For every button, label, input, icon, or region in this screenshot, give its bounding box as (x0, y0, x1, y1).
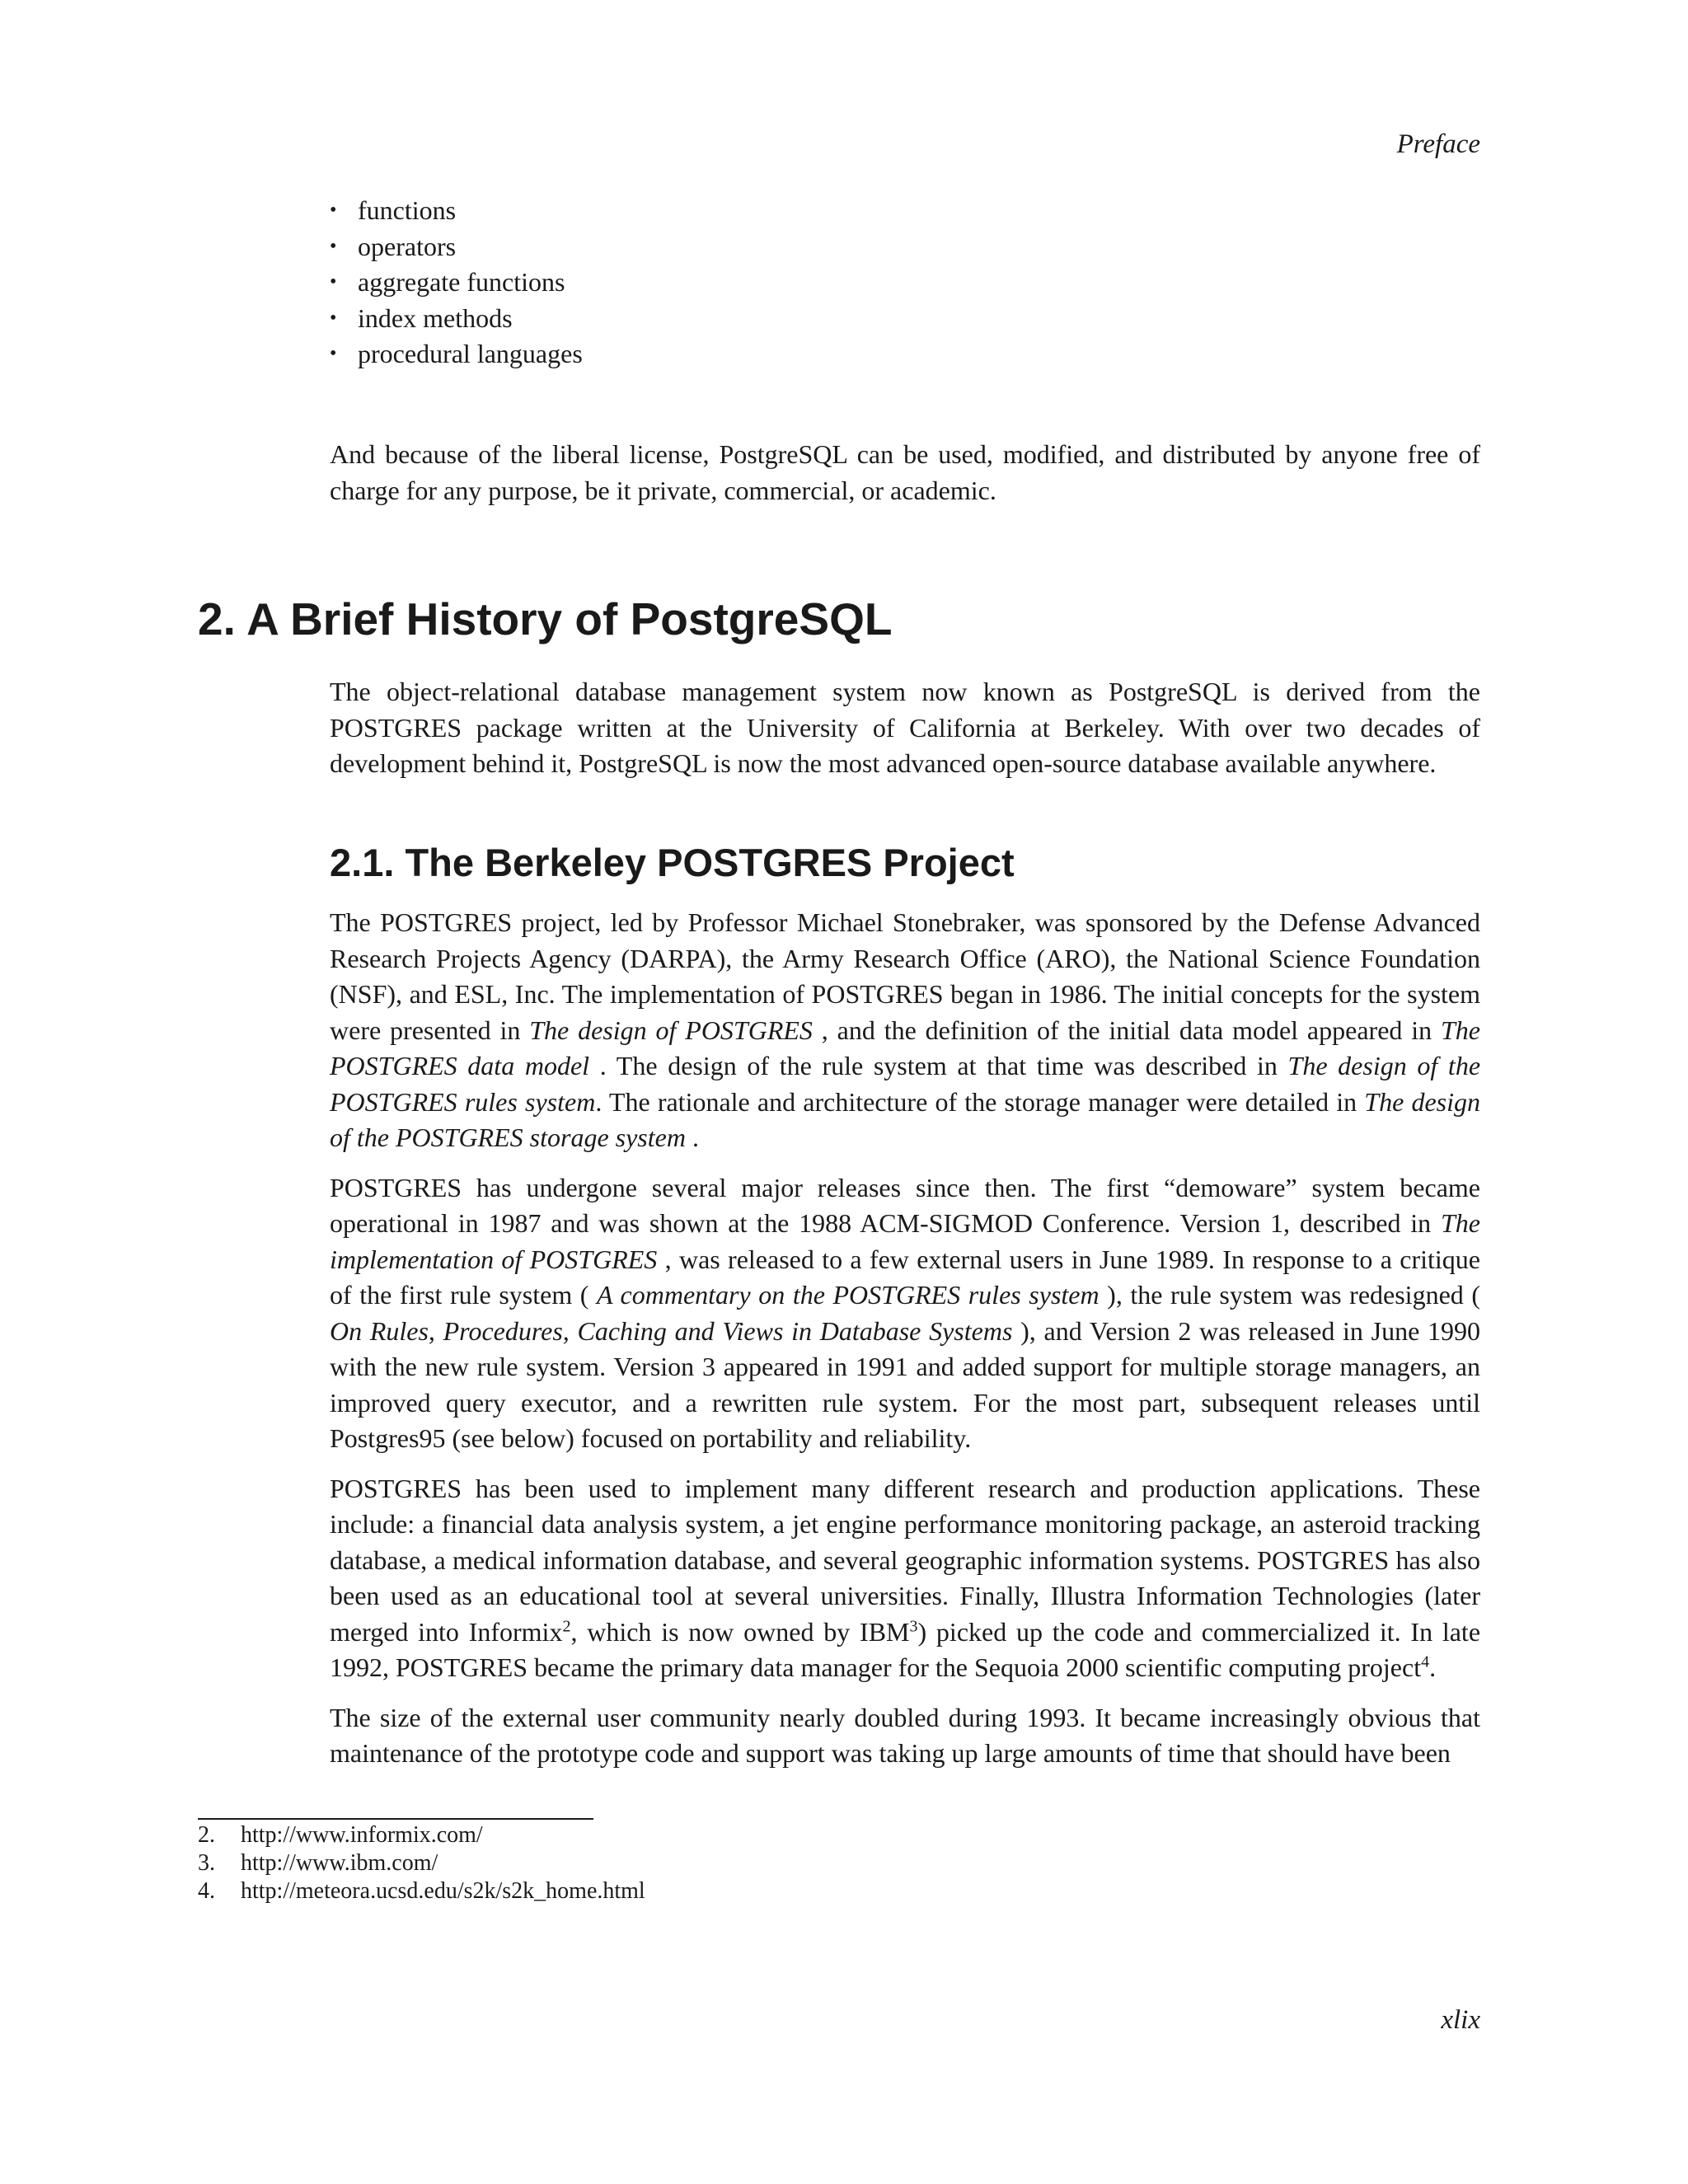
text-run: . The design of the rule system at that time was described in (589, 1051, 1288, 1080)
text-run: POSTGRES has been used to implement many different research and production applications. These include: a financial data analysis system, a jet engine performance monitoring package, an asteroid tracking database, a medical information database, and several geographic information systems. POSTGRES has also been used as an educational tool at several universities. Finally, Illustra Information Technologies (later merged into Informix (330, 1473, 1480, 1647)
list-item-text: index methods (358, 302, 513, 333)
text-run: , and the definition of the initial data model appeared in (812, 1015, 1441, 1045)
page-number: xlix (1441, 2005, 1480, 2035)
subsection-heading: 2.1. The Berkeley POSTGRES Project (330, 841, 1015, 884)
list-item-text: functions (358, 195, 457, 225)
list-item (330, 265, 1484, 301)
citation-implementation-of-postgres[interactable]: The implementation of POSTGRES (330, 1208, 1480, 1274)
list-item (330, 336, 1484, 373)
text-run: ), the rule system was redesigned ( (1099, 1280, 1481, 1310)
list-item (330, 229, 1484, 265)
text-run: , which is now owned by IBM (570, 1616, 910, 1647)
citation-design-of-postgres[interactable]: The design of POSTGRES (529, 1015, 813, 1045)
footnote-number: 4. (198, 1878, 215, 1904)
text-run: POSTGRES has undergone several major releases since then. The first “demoware” system became operational in 1987 and was shown at the 1988 ACM-SIGMOD Conference. Version 1, described in (330, 1172, 1480, 1238)
bullet-icon: • (330, 199, 337, 221)
footnote-ref-2[interactable]: 2 (562, 1616, 571, 1635)
footnote-link[interactable]: http://meteora.ucsd.edu/s2k/s2k_home.html (241, 1878, 645, 1904)
footnote-item (198, 1821, 1187, 1849)
footnote-number: 3. (198, 1850, 215, 1876)
text-run: ) picked up the code and commercialized it. In late 1992, POSTGRES became the primary data manager for the Sequoia 2000 scientific computing project (330, 1616, 1481, 1682)
citation-postgres-storage-system[interactable]: The design of the POSTGRES storage system (330, 1086, 1481, 1152)
footnotes (198, 1821, 1187, 1905)
footnote-item (198, 1877, 1187, 1905)
paragraph-applications (330, 1471, 1480, 1686)
bullet-icon: • (330, 343, 337, 364)
footnote-divider (198, 1818, 593, 1820)
text-run: . (685, 1122, 699, 1152)
footnote-ref-3[interactable]: 3 (909, 1616, 918, 1635)
text-run: , was released to a few external users in June 1989. In response to a critique of the first rule system ( (330, 1244, 1481, 1310)
text-run: The POSTGRES project, led by Professor Michael Stonebraker, was sponsored by the Defense Advanced Research Projects Agency (DARPA), the Army Research Office (ARO), the National Science Foundation (NSF), and ESL, Inc. The implementation of POSTGRES began in 1986. The initial concepts for the system were presented in (330, 907, 1480, 1045)
paragraph-releases (330, 1170, 1480, 1457)
text-run: . (1429, 1652, 1437, 1682)
list-item (330, 301, 1484, 337)
running-head: Preface (1396, 129, 1480, 159)
citation-on-rules-procedures[interactable]: On Rules, Procedures, Caching and Views in Database Systems (330, 1315, 1013, 1346)
list-item-text: procedural languages (358, 339, 583, 368)
text-run: ), and Version 2 was released in June 1990 with the new rule system. Version 3 appeared in 1991 and added support for multiple storage managers, an improved query executor, and a rewritten rule system. For the most part, subsequent releases until Postgres95 (see below) focused on portability and reliability. (330, 1315, 1481, 1453)
bullet-icon: • (330, 307, 337, 329)
license-paragraph: And because of the liberal license, PostgreSQL can be used, modified, and distributed by anyone free of charge for any purpose, be it private, commercial, or academic. (330, 439, 1480, 505)
list-item-text: aggregate functions (358, 267, 565, 297)
footnote-ref-4[interactable]: 4 (1421, 1652, 1430, 1671)
footnote-number: 2. (198, 1822, 215, 1848)
footnote-link[interactable]: http://www.ibm.com/ (241, 1850, 438, 1876)
citation-postgres-rules-system[interactable]: The design of the POSTGRES rules system (330, 1051, 1481, 1117)
paragraph-project-origins (330, 905, 1480, 1156)
footnote-link[interactable]: http://www.informix.com/ (241, 1822, 483, 1848)
bullet-icon: • (330, 235, 337, 257)
footnote-item (198, 1849, 1187, 1877)
subsection-body (330, 905, 1480, 1786)
list-item (330, 193, 1484, 229)
list-item-text: operators (358, 231, 457, 261)
citation-postgres-data-model[interactable]: The POSTGRES data model (330, 1015, 1480, 1080)
text-run: . The rationale and architecture of the storage manager were detailed in (595, 1086, 1365, 1117)
feature-list (330, 193, 1484, 373)
citation-commentary-rules-system[interactable]: A commentary on the POSTGRES rules system (597, 1280, 1100, 1310)
paragraph-community-growth: The size of the external user community nearly doubled during 1993. It became increasingly obvious that maintenance of the prototype code and support was taking up large amounts of time that should have been (330, 1702, 1480, 1768)
bullet-icon: • (330, 271, 337, 293)
section-intro-paragraph: The object-relational database management system now known as PostgreSQL is derived from the POSTGRES package written at the University of California at Berkeley. With over two decades of development behind it, PostgreSQL is now the most advanced open-source database available anywhere. (330, 677, 1480, 778)
section-heading: 2. A Brief History of PostgreSQL (198, 593, 893, 644)
